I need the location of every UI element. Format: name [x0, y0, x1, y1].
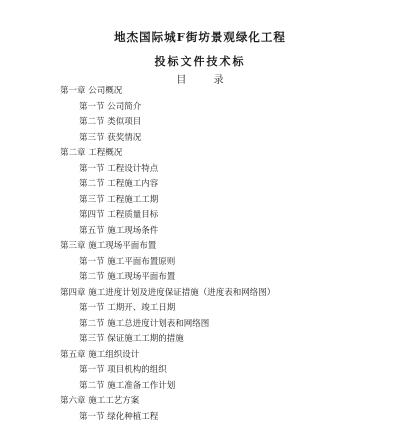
toc-chapter: 第三章 施工现场平面布置	[60, 239, 380, 255]
toc-chapter: 第一章 公司概况	[60, 84, 380, 100]
toc-chapter: 第六章 施工工艺方案	[60, 394, 380, 410]
toc-section: 第一节 公司简介	[60, 100, 380, 116]
toc-chapter: 第二章 工程概况	[60, 146, 380, 162]
toc-chapter: 第五章 施工组织设计	[60, 348, 380, 364]
toc-section: 第四节 工程质量目标	[60, 208, 380, 224]
toc-heading: 目 录	[0, 74, 400, 87]
toc-section: 第三节 工程施工工期	[60, 193, 380, 209]
document-subtitle: 投标文件技术标	[0, 55, 400, 69]
toc-chapter: 第四章 施工进度计划及进度保证措施（进度表和网络图）	[60, 286, 380, 302]
header-block	[0, 30, 400, 87]
toc-section: 第一节 绿化种植工程	[60, 410, 380, 425]
toc-section: 第一节 施工平面布置原则	[60, 255, 380, 271]
table-of-contents	[60, 84, 380, 425]
toc-section: 第一节 工期开、竣工日期	[60, 301, 380, 317]
toc-section: 第五节 施工现场条件	[60, 224, 380, 240]
document-title: 地杰国际城F街坊景观绿化工程	[0, 30, 400, 44]
toc-section: 第二节 施工总进度计划表和网络图	[60, 317, 380, 333]
toc-section: 第二节 工程施工内容	[60, 177, 380, 193]
toc-section: 第二节 类似项目	[60, 115, 380, 131]
toc-section: 第三节 获奖情况	[60, 131, 380, 147]
toc-section: 第二节 施工现场平面布置	[60, 270, 380, 286]
toc-section: 第一节 项目机构的组织	[60, 363, 380, 379]
toc-section: 第一节 工程设计特点	[60, 162, 380, 178]
toc-section: 第三节 保证施工工期的措施	[60, 332, 380, 348]
toc-section: 第二节 施工准备工作计划	[60, 379, 380, 395]
